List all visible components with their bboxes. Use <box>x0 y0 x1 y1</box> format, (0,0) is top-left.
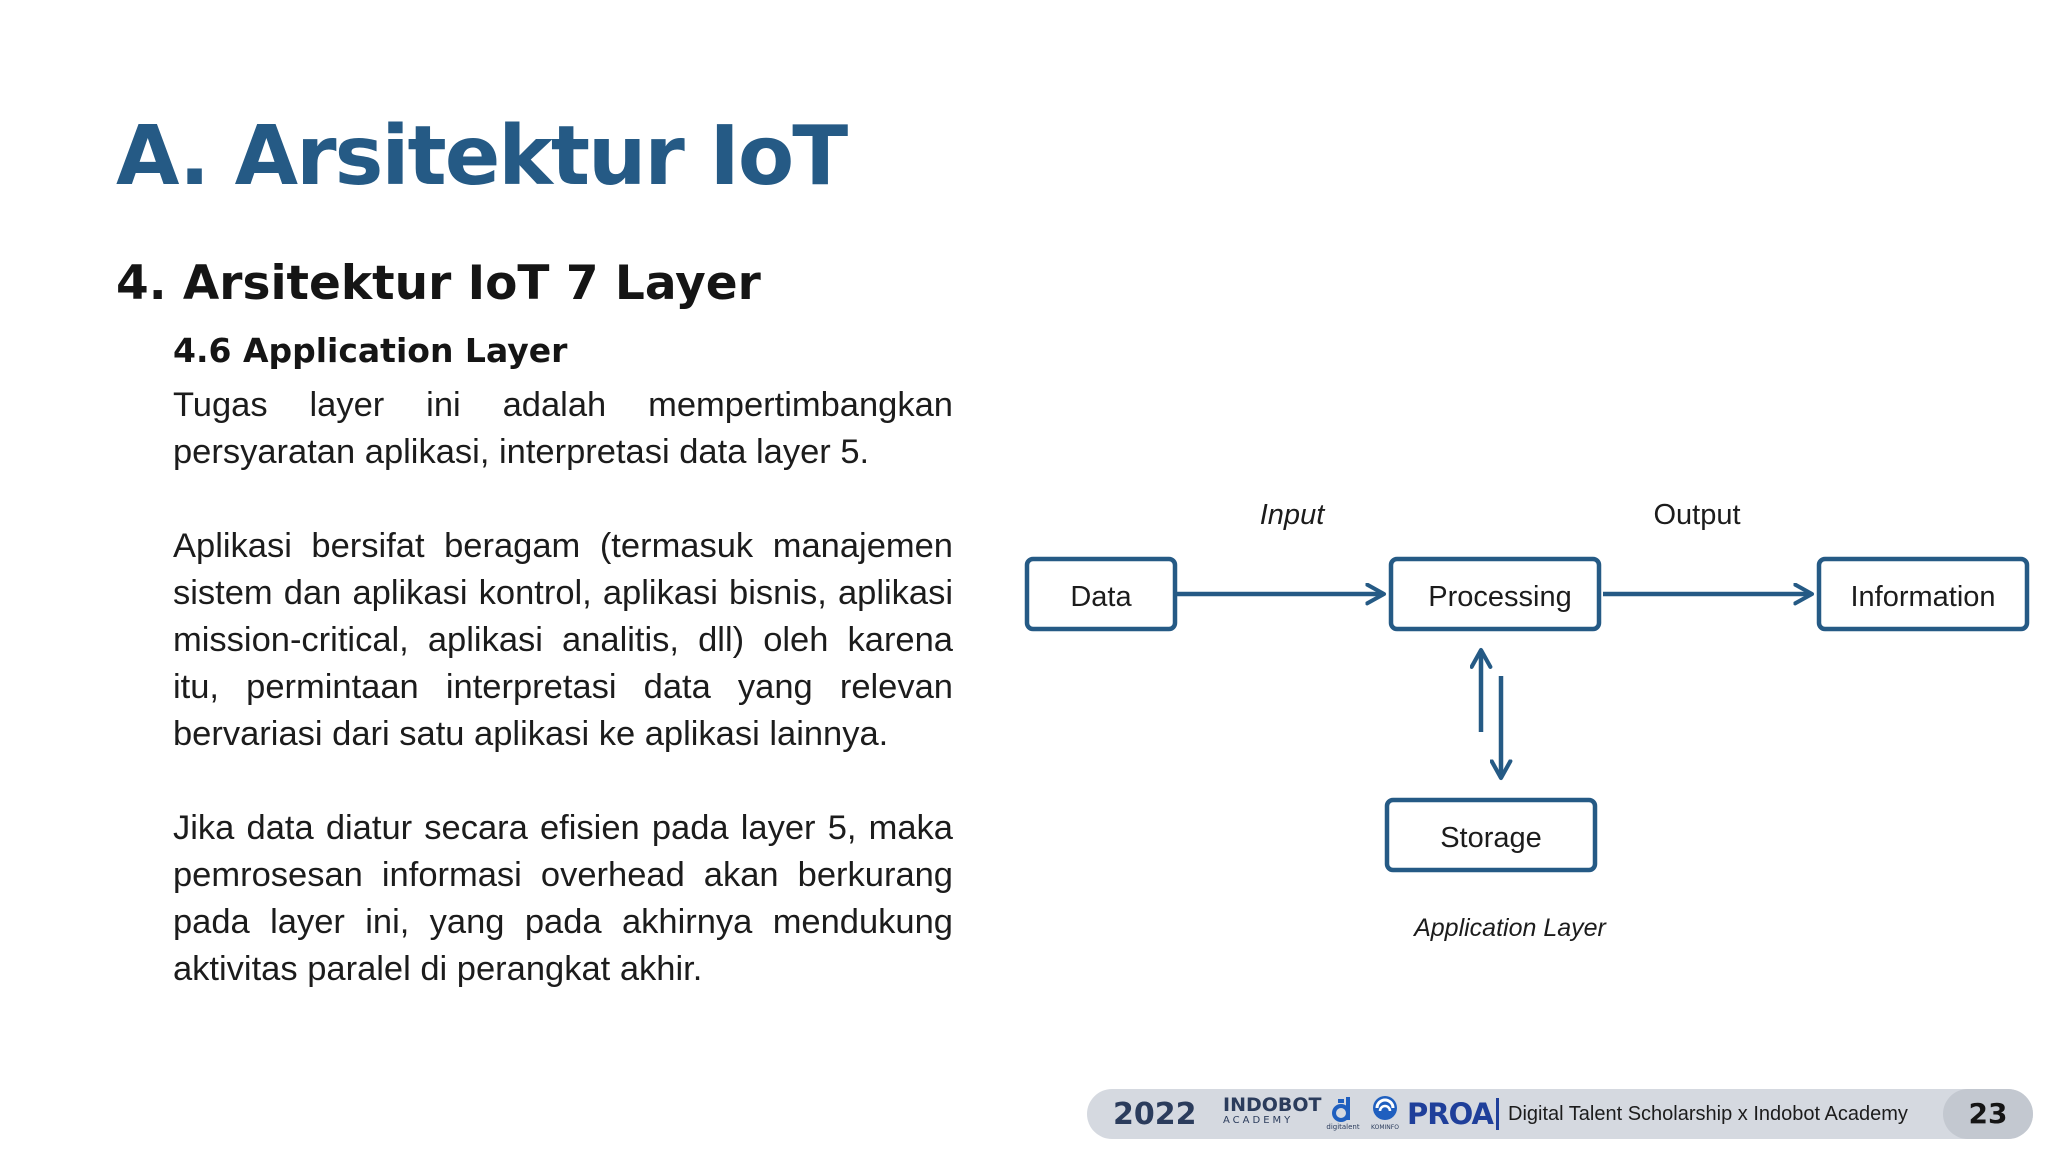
slide-title: A. Arsitektur IoT <box>116 109 847 204</box>
kominfo-label: KOMINFO <box>1371 1124 1399 1131</box>
section-heading: 4.6 Application Layer <box>173 331 568 370</box>
indobot-logo-text: INDOBOT <box>1223 1094 1322 1116</box>
footer-year: 2022 <box>1113 1097 1197 1132</box>
body-text <box>173 382 953 1040</box>
slide-subtitle: 4. Arsitektur IoT 7 Layer <box>116 256 761 311</box>
page-number: 23 <box>1943 1089 2033 1139</box>
paragraph-3: Jika data diatur secara efisien pada layer 5, maka pemrosesan informasi overhead akan berkurang pada layer ini, yang pada akhirnya mendukung aktivitas paralel di perangkat akhir. <box>173 809 953 988</box>
academy-logo-text: ACADEMY <box>1223 1115 1294 1126</box>
paragraph-1: Tugas layer ini adalah mempertimbangkan persyaratan aplikasi, interpretasi data layer 5. <box>173 386 953 471</box>
processing-node-label: Processing <box>1428 581 1572 613</box>
output-label: Output <box>1653 499 1741 531</box>
storage-node-label: Storage <box>1440 822 1542 854</box>
application-layer-diagram <box>1000 490 2040 970</box>
processing-node <box>1391 559 1599 629</box>
input-label: Input <box>1259 499 1325 531</box>
storage-node <box>1387 800 1595 870</box>
footer-bar <box>1087 1089 2033 1139</box>
diagram-caption: Application Layer <box>1414 914 1606 942</box>
information-node-label: Information <box>1850 581 1996 613</box>
kominfo-logo <box>1367 1093 1403 1135</box>
data-node-label: Data <box>1070 581 1132 613</box>
digitalent-logo <box>1321 1095 1365 1135</box>
digitalent-label: digitalent <box>1326 1123 1360 1131</box>
kominfo-emblem-icon <box>1367 1093 1403 1125</box>
footer-separator <box>1496 1098 1499 1130</box>
proa-logo: PROA <box>1407 1097 1493 1131</box>
information-node <box>1819 559 2027 629</box>
digitalent-icon <box>1321 1095 1365 1125</box>
data-node <box>1027 559 1175 629</box>
paragraph-2: Aplikasi bersifat beragam (termasuk manajemen sistem dan aplikasi kontrol, aplikasi bisnis, aplikasi mission-critical, aplikasi analitis, dll) oleh karena itu, permintaan interpretasi data yang relevan bervariasi dari satu aplikasi ke aplikasi lainnya. <box>173 527 953 753</box>
indobot-academy-logo <box>1223 1094 1322 1133</box>
footer-text: Digital Talent Scholarship x Indobot Academy <box>1508 1103 1908 1125</box>
